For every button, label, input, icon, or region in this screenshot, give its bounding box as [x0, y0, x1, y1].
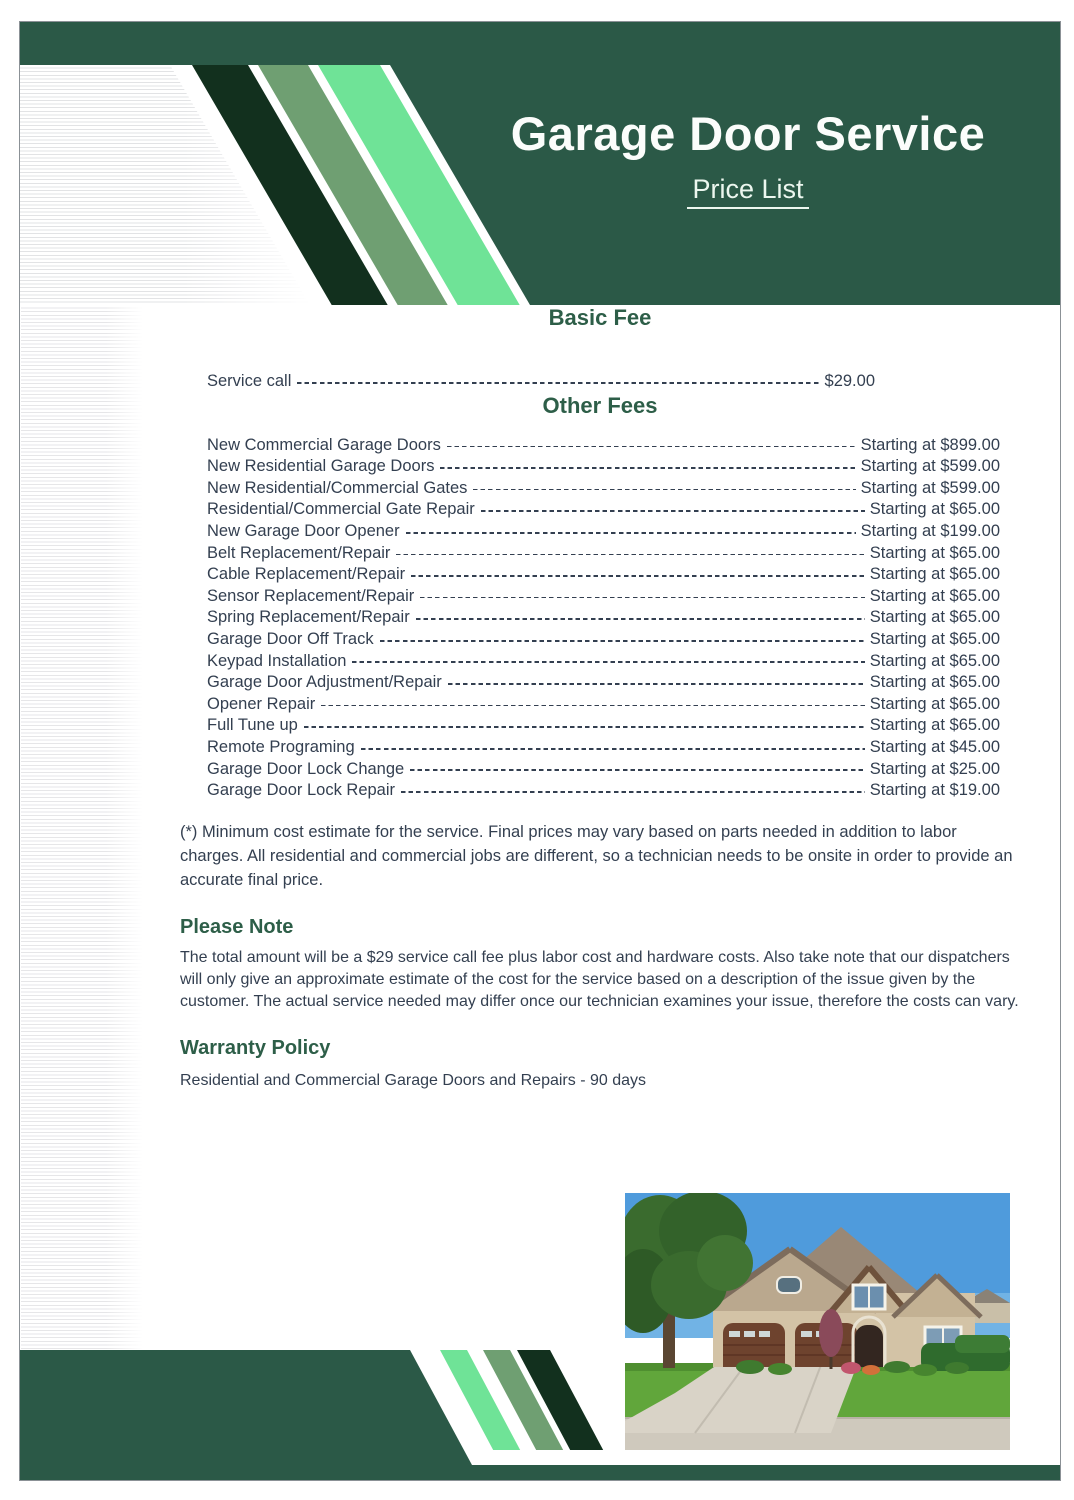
fee-label: Garage Door Lock Change — [207, 759, 405, 778]
fee-row — [207, 629, 1000, 651]
fee-row — [207, 651, 1000, 673]
fee-label: New Residential Garage Doors — [207, 457, 435, 476]
fee-row — [207, 456, 1000, 478]
fee-label: Opener Repair — [207, 694, 316, 713]
document-title: Garage Door Service — [510, 107, 986, 160]
header-text-block — [450, 108, 1046, 209]
fee-row — [207, 521, 1000, 543]
fee-price: Starting at $19.00 — [869, 781, 1000, 800]
footer-band — [20, 1350, 1060, 1480]
dash-leader — [447, 446, 856, 448]
dash-leader — [352, 661, 864, 663]
other-fees-heading: Other Fees — [542, 392, 658, 418]
please-note-heading: Please Note — [180, 915, 294, 938]
left-margin-pinstripes — [21, 305, 143, 1350]
fee-row — [207, 543, 1000, 565]
fee-row — [207, 694, 1000, 716]
dash-leader — [473, 489, 855, 491]
basic-fee-heading: Basic Fee — [548, 305, 652, 330]
fee-price: Starting at $65.00 — [869, 500, 1000, 519]
fee-label: Keypad Installation — [207, 651, 347, 670]
fee-price: Starting at $65.00 — [869, 543, 1000, 562]
footer-green-block — [20, 1350, 472, 1465]
fee-label: Garage Door Adjustment/Repair — [207, 673, 442, 692]
fee-price: Starting at $65.00 — [869, 651, 1000, 670]
fee-label: New Commercial Garage Doors — [207, 435, 441, 454]
fee-price: Starting at $65.00 — [869, 716, 1000, 735]
dash-leader — [304, 726, 865, 728]
fee-price: Starting at $65.00 — [869, 608, 1000, 627]
fee-price: Starting at $65.00 — [869, 629, 1000, 648]
fee-label: Garage Door Lock Repair — [207, 781, 396, 800]
fee-label: Remote Programing — [207, 737, 355, 756]
fee-label: New Garage Door Opener — [207, 521, 400, 540]
fee-price: Starting at $25.00 — [869, 759, 1000, 778]
fee-label: Spring Replacement/Repair — [207, 608, 410, 627]
fee-price: Starting at $65.00 — [869, 565, 1000, 584]
fee-price: Starting at $65.00 — [869, 694, 1000, 713]
dash-leader — [411, 575, 865, 577]
fee-price: Starting at $599.00 — [860, 478, 1000, 497]
dash-leader — [481, 510, 865, 512]
fee-price: Starting at $65.00 — [869, 586, 1000, 605]
fee-row — [207, 478, 1000, 500]
dash-leader — [396, 554, 864, 556]
fee-price: Starting at $65.00 — [869, 673, 1000, 692]
fee-label: Service call — [207, 372, 292, 390]
fee-row — [207, 586, 1000, 608]
fee-price: Starting at $899.00 — [860, 435, 1000, 454]
fee-label: Belt Replacement/Repair — [207, 543, 391, 562]
dash-leader — [416, 618, 865, 620]
fee-row — [207, 759, 1000, 781]
fee-row — [207, 672, 1000, 694]
fee-row — [207, 607, 1000, 629]
header-banner — [20, 22, 1060, 305]
fee-label: New Residential/Commercial Gates — [207, 478, 468, 497]
fee-label: Sensor Replacement/Repair — [207, 586, 415, 605]
dash-leader — [448, 683, 865, 685]
dash-leader — [380, 640, 865, 642]
fee-price: $29.00 — [824, 372, 875, 390]
fee-row — [207, 435, 1000, 457]
dash-leader — [420, 597, 864, 599]
fee-label: Garage Door Off Track — [207, 629, 374, 648]
dash-leader — [410, 769, 865, 771]
fee-label: Cable Replacement/Repair — [207, 565, 406, 584]
footnote-text: (*) Minimum cost estimate for the service. Final prices may vary based on parts needed in addition to labor charges. All residential and commercial jobs are different, so a technician needs to be onsite in order to provide an accurate final price. — [180, 822, 1013, 889]
warranty-policy-heading: Warranty Policy — [180, 1036, 331, 1059]
fee-row — [207, 715, 1000, 737]
fee-price: Starting at $199.00 — [860, 521, 1000, 540]
fee-row — [207, 737, 1000, 759]
dash-leader — [401, 791, 865, 793]
warranty-policy-text: Residential and Commercial Garage Doors and Repairs - 90 days — [180, 1071, 646, 1089]
fee-price: Starting at $599.00 — [860, 457, 1000, 476]
main-content — [180, 305, 1020, 1090]
fee-row — [207, 371, 875, 393]
fee-label: Full Tune up — [207, 716, 298, 735]
dash-leader — [406, 532, 856, 534]
dash-leader — [440, 467, 855, 469]
please-note-text: The total amount will be a $29 service call fee plus labor cost and hardware costs. Also take note that our dispatchers will only give an approximate estimate of the cost for the service based on a description of the issue given by the customer. The actual service needed may differ once our technician examines your issue, therefore the costs can vary. — [180, 948, 1019, 1010]
dash-leader — [297, 382, 819, 384]
fee-label: Residential/Commercial Gate Repair — [207, 500, 475, 519]
fee-row — [207, 780, 1000, 802]
fee-row — [207, 564, 1000, 586]
dash-leader — [321, 705, 865, 707]
other-fees-list — [207, 435, 1000, 802]
document-subtitle: Price List — [687, 174, 808, 209]
footer-bottom-bar — [20, 1465, 1060, 1480]
dash-leader — [361, 748, 865, 750]
document-page — [19, 21, 1061, 1481]
fee-price: Starting at $45.00 — [869, 737, 1000, 756]
fee-row — [207, 499, 1000, 521]
